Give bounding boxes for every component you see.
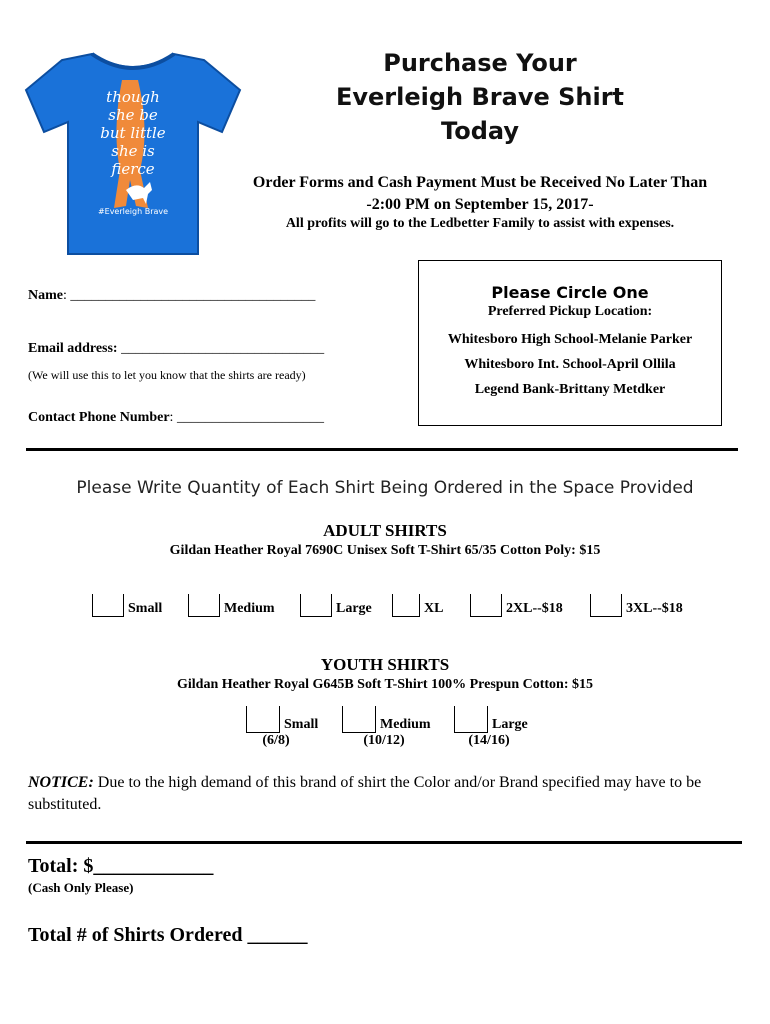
qty-box[interactable] [590,594,622,617]
svg-text:she be: she be [108,106,158,124]
youth-shirts-subtitle: Gildan Heather Royal G645B Soft T-Shirt 100% Prespun Cotton: $15 [176,677,594,692]
page-title [290,46,670,148]
name-label: Name [28,288,63,303]
size-label: XL [424,601,444,616]
pickup-title: Please Circle One [491,283,649,302]
qty-box[interactable] [392,594,420,617]
size-range: (6/8) [262,733,290,748]
cash-only-note: (Cash Only Please) [28,880,134,895]
qty-box[interactable] [188,594,220,617]
adult-size-2xl[interactable] [470,594,563,617]
size-label: Small [284,717,319,732]
youth-size-medium[interactable] [342,706,431,749]
divider-bottom [26,841,742,844]
pickup-location-box [418,260,722,426]
size-label: Large [492,717,528,732]
email-field[interactable] [28,341,324,357]
deadline-line-1: Order Forms and Cash Payment Must be Received No Later Than [252,174,708,191]
pickup-option-legend-bank[interactable]: Legend Bank-Brittany Metdker [474,382,666,397]
qty-box[interactable] [92,594,124,617]
title-line-3: Today [441,117,519,145]
size-label: 3XL--$18 [626,601,683,616]
size-label: Medium [224,601,275,616]
total-shirts-field[interactable]: Total # of Shirts Ordered ______ [28,924,308,946]
svg-text:#Everleigh Brave: #Everleigh Brave [97,207,169,216]
size-range: (10/12) [363,733,405,748]
title-line-1: Purchase Your [383,49,577,77]
notice-text: Due to the high demand of this brand of shirt the Color and/or Brand specified may have to be substituted. [28,774,702,813]
youth-shirts-title: YOUTH SHIRTS [320,655,450,674]
email-blank[interactable]: _____________________________ [121,341,325,356]
size-label: Small [128,601,163,616]
name-sep: : [63,288,67,303]
profits-note: All profits will go to the Ledbetter Family to assist with expenses. [285,216,675,231]
phone-label: Contact Phone Number [28,410,170,425]
adult-size-xl[interactable] [392,594,443,617]
svg-text:fierce: fierce [111,160,155,178]
name-field[interactable] [28,288,315,304]
youth-size-small[interactable] [246,706,318,749]
svg-text:though: though [106,88,160,106]
svg-text:she is: she is [111,142,155,160]
size-label: Medium [380,717,431,732]
size-label: Large [336,601,372,616]
notice-label: NOTICE: [28,774,94,791]
substitution-notice [28,772,743,816]
youth-size-large[interactable] [454,706,528,749]
divider-top [26,448,738,451]
svg-text:but little: but little [100,124,166,142]
adult-size-small[interactable] [92,594,162,617]
tshirt-image [22,40,244,262]
adult-shirts-subtitle: Gildan Heather Royal 7690C Unisex Soft T-Shirt 65/35 Cotton Poly: $15 [169,543,601,558]
total-amount-field[interactable]: Total: $____________ [28,855,214,877]
qty-box[interactable] [246,706,280,733]
phone-blank[interactable]: _____________________ [176,410,324,425]
title-line-2: Everleigh Brave Shirt [335,83,624,111]
quantity-heading: Please Write Quantity of Each Shirt Being Ordered in the Space Provided [76,478,694,498]
qty-box[interactable] [300,594,332,617]
adult-size-3xl[interactable] [590,594,683,617]
adult-size-large[interactable] [300,594,372,617]
deadline-line-2: -2:00 PM on September 15, 2017- [366,196,594,213]
phone-sep: : [169,410,174,425]
pickup-option-int-school[interactable]: Whitesboro Int. School-April Ollila [464,357,676,372]
qty-box[interactable] [342,706,376,733]
name-blank[interactable]: ___________________________________ [70,288,316,303]
size-range: (14/16) [468,733,510,748]
email-note: (We will use this to let you know that the shirts are ready) [28,368,306,382]
size-label: 2XL--$18 [506,601,563,616]
qty-box[interactable] [454,706,488,733]
email-label: Email address: [28,341,118,356]
adult-size-medium[interactable] [188,594,275,617]
phone-field[interactable] [28,410,324,426]
pickup-option-high-school[interactable]: Whitesboro High School-Melanie Parker [447,332,693,347]
pickup-subtitle: Preferred Pickup Location: [487,304,653,319]
adult-shirts-title: ADULT SHIRTS [323,521,447,540]
qty-box[interactable] [470,594,502,617]
deadline-notice [240,172,720,216]
